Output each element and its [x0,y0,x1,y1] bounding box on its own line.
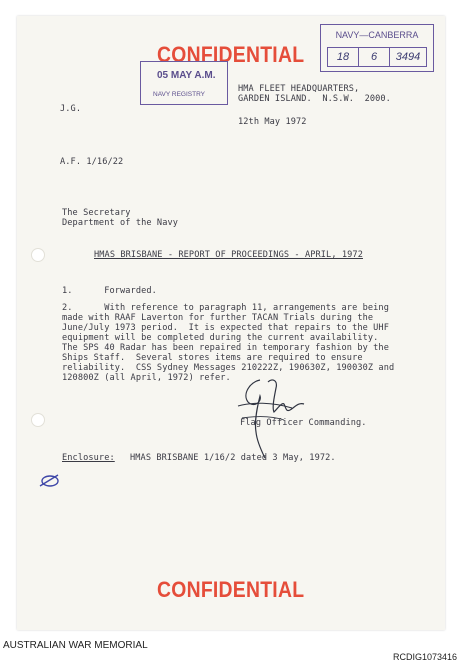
registry-header: NAVY—CANBERRA [335,30,419,40]
punch-hole-top [31,248,45,262]
subject-line: HMAS BRISBANE - REPORT OF PROCEEDINGS - APRIL, 1972 [94,250,363,260]
registry-stamp [320,24,434,72]
registry-cell-1: 18 [328,48,359,66]
paragraph-2-line: made with RAAF Laverton for further TACAN Trials during the [62,313,374,323]
initials: J.G. [60,104,82,114]
file-reference: A.F. 1/16/22 [60,157,124,167]
footer-source: AUSTRALIAN WAR MEMORIAL [3,640,148,651]
address-line-1: HMA FLEET HEADQUARTERS, [238,84,360,94]
paragraph-2-line: 120800Z (all April, 1972) refer. [62,373,231,383]
recipient-line-1: The Secretary [62,208,131,218]
registry-cells [327,47,427,67]
confidential-stamp-top: CONFIDENTIAL [157,42,305,67]
paragraph-2-line: Ships Staff. Several stores items are required to ensure [62,353,363,363]
paragraph-2-line: equipment will be completed during the current availability. [62,333,379,343]
footer-record-id: RCDIG1073416 [392,652,457,662]
confidential-stamp-bottom: CONFIDENTIAL [157,577,305,602]
paragraph-2-line: reliability. CSS Sydney Messages 210222Z, 190630Z, 190030Z and [62,363,395,373]
received-date-stamp [140,61,228,105]
enclosure-text: HMAS BRISBANE 1/16/2 dated 3 May, 1972. [130,453,336,463]
handwritten-mark [38,472,62,490]
paragraph-2-line: The SPS 40 Radar has been repaired in temporary fashion by the [62,343,389,353]
registry-cell-3: 3494 [395,51,421,63]
letter-date: 12th May 1972 [238,117,307,127]
paragraph-1: 1. Forwarded. [62,286,157,296]
received-date: 05 MAY A.M. [157,70,216,81]
punch-hole-bottom [31,413,45,427]
enclosure-label: Enclosure: [62,453,115,463]
signature-title: Flag Officer Commanding. [240,418,367,428]
registry-cell-2: 6 [359,48,390,66]
paragraph-2-line: 2. With reference to paragraph 11, arrangements are being [62,303,389,313]
handwritten-signature [232,372,312,462]
paragraph-2-line: June/July 1973 period. It is expected that repairs to the UHF [62,323,389,333]
received-office: NAVY REGISTRY [153,91,206,98]
address-line-2: GARDEN ISLAND. N.S.W. 2000. [238,94,391,104]
recipient-line-2: Department of the Navy [62,218,179,228]
